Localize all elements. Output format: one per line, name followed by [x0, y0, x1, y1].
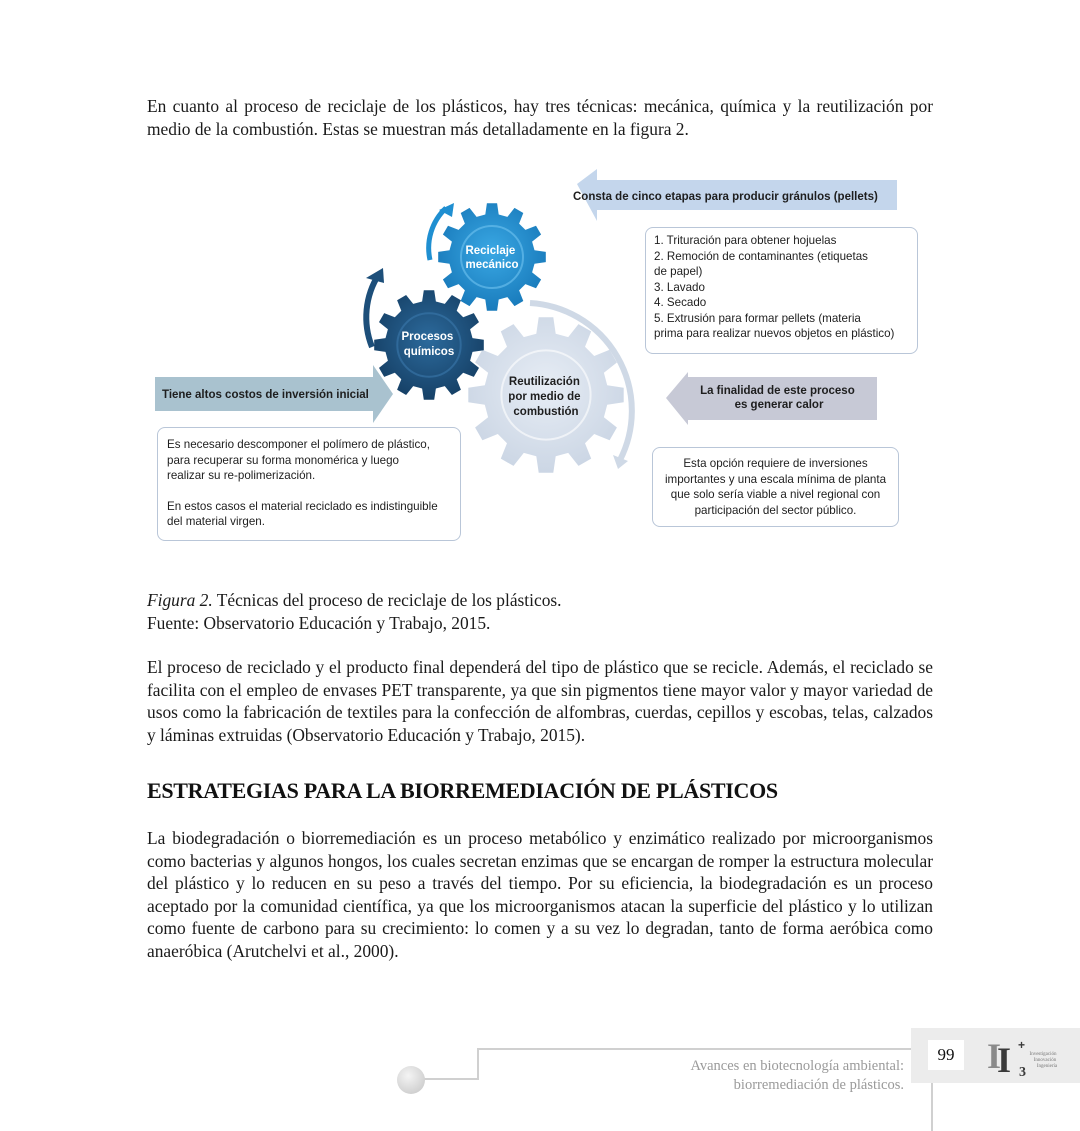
section-heading: ESTRATEGIAS PARA LA BIORREMEDIACIÓN DE PLÁSTICOS [147, 778, 778, 803]
footer-rule [477, 1049, 479, 1079]
comb-line: importantes y una escala mínima de planta [664, 472, 887, 486]
logo-plus: + [1018, 1038, 1026, 1052]
page-number: 99 [928, 1040, 964, 1070]
recycling-techniques-diagram [150, 165, 930, 550]
logo-letter: I [987, 1036, 1002, 1076]
mech-step: 3. Lavado [654, 280, 705, 294]
caption-text: Técnicas del proceso de reciclaje de los plásticos. [212, 590, 562, 610]
gear-comb-label-3: combustión [513, 406, 579, 418]
gear-comb-label-1: Reutilización [508, 376, 580, 388]
caption-source: Fuente: Observatorio Educación y Trabajo, 2015. [147, 612, 491, 633]
footer-rule [421, 1078, 479, 1080]
comb-line: Esta opción requiere de inversiones [683, 457, 868, 470]
chem-line: del material virgen. [167, 515, 265, 528]
comb-line: participación del sector público. [694, 503, 857, 517]
comb-line: que solo sería viable a nivel regional con [670, 488, 881, 501]
chem-line: Es necesario descomponer el polímero de plástico, [167, 438, 430, 451]
logo-word: Innovación [1033, 1058, 1057, 1063]
i3-logo [985, 1035, 1065, 1077]
recycling-paragraph: El proceso de reciclado y el producto final dependerá del tipo de plástico que se recicle. Además, el reciclado se facilita con el empleo de envases PET transparente, ya que sin pigmentos tiene mayor valor y mayor variedad de usos como la fabricación de textiles para la confección de alfombras, cuerdas, cepillos y escobas, telas, calzados y láminas extruidas (Observatorio Educación y Trabajo, 2015). [147, 657, 933, 745]
chem-line: En estos casos el material reciclado es indistinguible [167, 499, 438, 513]
arrow-combustion-label-1: La finalidad de este proceso [700, 385, 855, 397]
footer-rule [477, 1048, 913, 1050]
footer-title-line: biorremediación de plásticos. [733, 1077, 904, 1093]
chemical-description-box [157, 427, 461, 541]
footer-rule [931, 1083, 933, 1131]
mech-step: 1. Trituración para obtener hojuelas [654, 234, 837, 247]
gear-chem-label-1: Procesos [401, 331, 454, 343]
logo-word: Ingeniería [1036, 1064, 1058, 1069]
arrow-combustion-label-2: es generar calor [734, 399, 824, 411]
logo-letter: I [997, 1040, 1012, 1077]
mech-step: prima para realizar nuevos objetos en plástico) [654, 327, 895, 340]
gear-chem-label-2: químicos [403, 346, 455, 358]
mech-step: 4. Secado [654, 296, 707, 309]
chem-line: realizar su re-polimerización. [167, 469, 316, 482]
footer-title-line: Avances en biotecnología ambiental: [690, 1058, 904, 1074]
caption-label: Figura 2. [147, 590, 213, 610]
orbit-arc-chemical [366, 274, 379, 347]
mech-step: de papel) [654, 265, 703, 278]
chem-line: para recuperar su forma monomérica y luego [167, 453, 399, 467]
gear-mech-label-2: mecánico [465, 259, 519, 271]
figure-caption [147, 589, 562, 634]
mech-step: 2. Remoción de contaminantes (etiquetas [654, 249, 868, 263]
footer-dot-decoration [397, 1066, 425, 1094]
gear-comb-label-2: por medio de [508, 391, 581, 403]
footer-book-title [690, 1057, 904, 1095]
svg-text:Reutilización por medio [508, 376, 583, 418]
mech-step: 5. Extrusión para formar pellets (materia [654, 311, 861, 325]
arrow-chemical-label: Tiene altos costos de inversión inicial [162, 389, 369, 401]
logo-subscript: 3 [1019, 1065, 1026, 1077]
gear-chemical [374, 290, 484, 400]
mechanical-steps-box [645, 227, 918, 354]
biodegradation-paragraph: La biodegradación o biorremediación es un proceso metabólico y enzimático realizado por microorganismos como bacterias y algunos hongos, los cuales secretan enzimas que se encargan de romper la estructura molecular del plástico y lo reducen en su peso a través del tiempo. Por su eficiencia, la biodegradación es un proceso aceptado por la comunidad científica, ya que los microorganismos atacan la superficie del plástico y lo utilizan como fuente de carbono para su crecimiento: lo comen y a su vez lo degradan, tanto de forma aeróbica como anaeróbica (Arutchelvi et al., 2000). [147, 828, 933, 961]
gear-mech-label-1: Reciclaje [465, 245, 516, 257]
logo-word: Investigación [1029, 1052, 1057, 1057]
arrow-mechanical-label: Consta de cinco etapas para producir gránulos (pellets) [573, 191, 878, 203]
combustion-description-box [652, 447, 899, 527]
gear-mechanical [438, 203, 546, 311]
gear-mech-body [438, 203, 546, 311]
gear-chem-body [374, 290, 484, 400]
intro-paragraph: En cuanto al proceso de reciclaje de los plásticos, hay tres técnicas: mecánica, química y la reutilización por medio de la combustión. Estas se muestran más detalladamente en la figura 2. [147, 96, 933, 139]
